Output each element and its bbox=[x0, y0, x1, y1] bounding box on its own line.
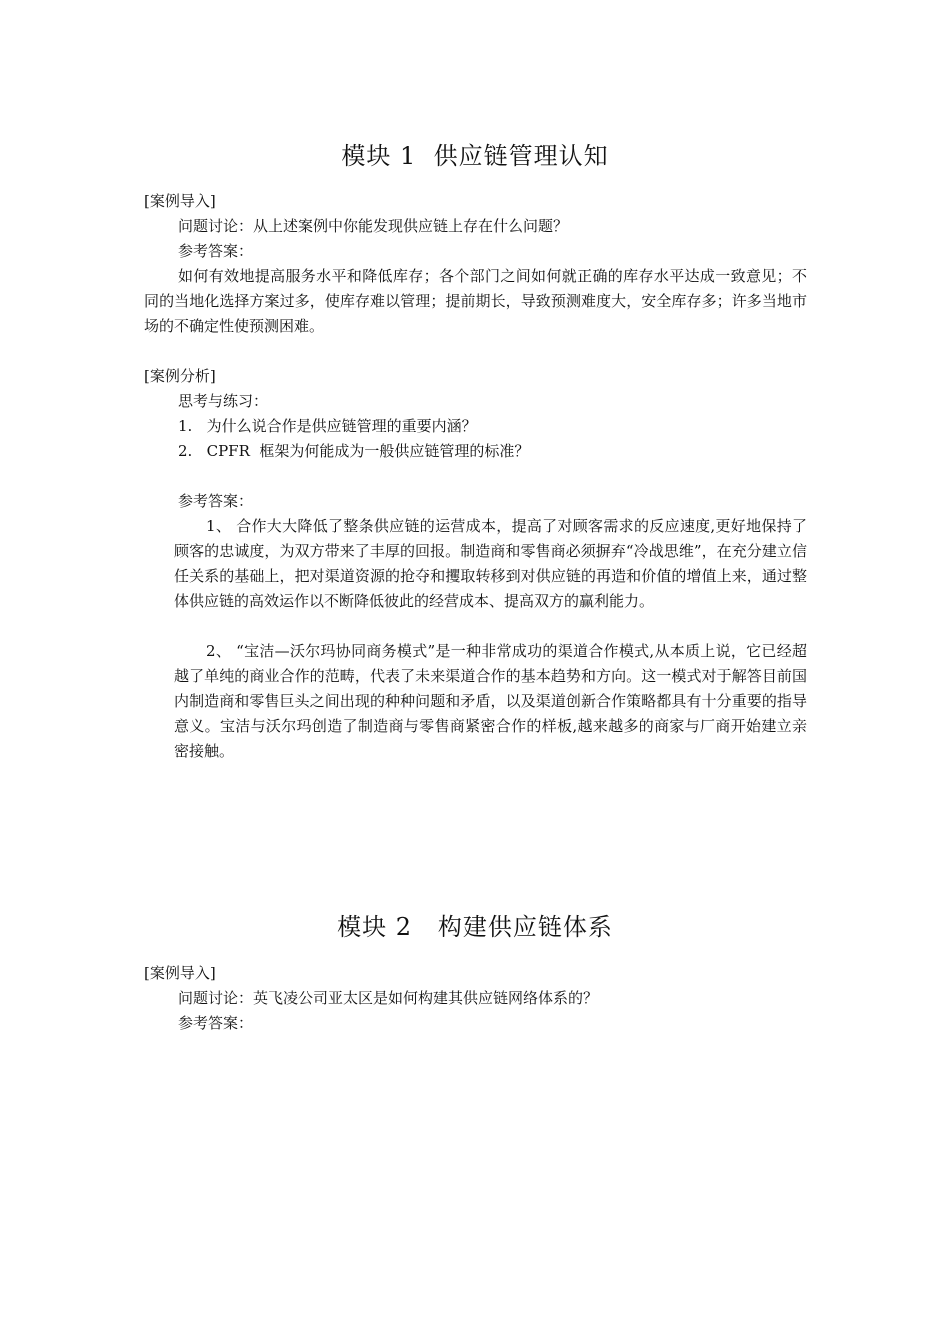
module1-title: 模块 1 供应链管理认知 bbox=[341, 142, 609, 170]
module2-title: 模块 2 构建供应链体系 bbox=[337, 913, 613, 941]
module1-practice-question-1: 1. 为什么说合作是供应链管理的重要内涵？ bbox=[178, 417, 477, 435]
module1-case-intro-label: [案例导入] bbox=[144, 192, 216, 210]
module1-analysis-answer-1: 1、 合作大大降低了整条供应链的运营成本，提高了对顾客需求的反应速度,更好地保持了顾客的忠诚度，为双方带来了丰厚的回报。制造商和零售商必须摒弃“冷战思维”，在充分建立信任关系的基础上，把对渠道资源的抢夺和攫取转移到对供应链的再造和价值的增值上来，通过整体供应链的高效运作以不断降低彼此的经营成本、提高双方的赢利能力。 bbox=[174, 517, 807, 610]
module1-answer-label: 参考答案： bbox=[178, 242, 254, 260]
module1-analysis-answer-label: 参考答案： bbox=[178, 492, 254, 510]
module1-analysis-answer-2: 2、 “宝洁—沃尔玛协同商务模式”是一种非常成功的渠道合作模式,从本质上说，它已经超越了单纯的商业合作的范畴，代表了未来渠道合作的基本趋势和方向。这一模式对于解答目前国内制造商和零售巨头之间出现的种种问题和矛盾，以及渠道创新合作策略都具有十分重要的指导意义。宝洁与沃尔玛创造了制造商与零售商紧密合作的样板,越来越多的商家与厂商开始建立亲密接触。 bbox=[174, 642, 807, 760]
module2-case-intro-label: [案例导入] bbox=[144, 964, 216, 982]
module2-answer-label: 参考答案： bbox=[178, 1014, 254, 1032]
module1-practice-label: 思考与练习： bbox=[178, 392, 269, 410]
module1-question: 问题讨论：从上述案例中你能发现供应链上存在什么问题？ bbox=[178, 217, 569, 235]
module1-practice-question-2: 2. CPFR 框架为何能成为一般供应链管理的标准？ bbox=[178, 442, 530, 460]
module2-question: 问题讨论：英飞凌公司亚太区是如何构建其供应链网络体系的？ bbox=[178, 989, 599, 1007]
module1-answer-text: 如何有效地提高服务水平和降低库存；各个部门之间如何就正确的库存水平达成一致意见；不同的当地化选择方案过多，使库存难以管理；提前期长，导致预测难度大，安全库存多；许多当地市场的不确定性使预测困难。 bbox=[144, 267, 807, 335]
module1-case-analysis-label: [案例分析] bbox=[144, 367, 216, 385]
